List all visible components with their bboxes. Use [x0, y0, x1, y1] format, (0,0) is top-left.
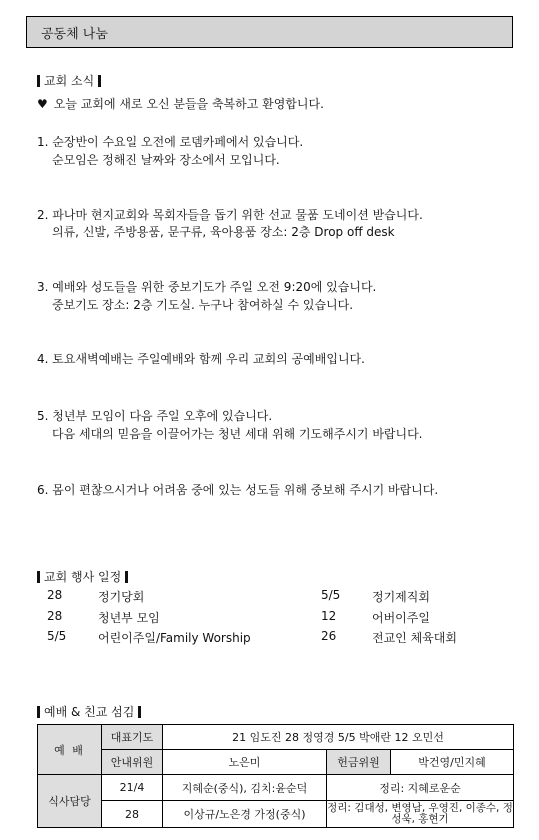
table-row [38, 775, 514, 801]
event-name: 전교인 체육대회 [372, 631, 457, 645]
table-row [38, 801, 514, 828]
table-row [38, 725, 514, 750]
prayer-label: 대표기도 [102, 725, 163, 750]
event-date: 5/5 [47, 629, 67, 643]
news-item-2-detail: 의류, 신발, 주방용품, 문구류, 육아용품 장소: 2층 Drop off desk [52, 225, 395, 239]
worship-label: 예 배 [38, 725, 102, 775]
meal-label: 식사담당 [38, 775, 102, 828]
meal-clean: 정리: 김대성, 변영남, 우영진, 이종수, 정성욱, 홍현기 [327, 801, 514, 828]
news-item-5: 5. 청년부 모임이 다음 주일 오후에 있습니다. [37, 409, 273, 423]
event-name: 청년부 모임 [98, 611, 160, 625]
prayer-value: 21 임도진 28 정영경 5/5 박애란 12 오민선 [163, 725, 514, 750]
meal-cook: 지혜순(중식), 김치:윤순덕 [163, 775, 327, 801]
event-date: 5/5 [321, 588, 341, 602]
news-item-4: 4. 토요새벽예배는 주일예배와 함께 우리 교회의 공예배입니다. [37, 352, 365, 366]
event-name: 정기제직회 [372, 590, 430, 604]
event-name: 정기당회 [98, 590, 145, 604]
news-item-1-detail: 순모임은 정해진 날짜와 장소에서 모입니다. [52, 153, 280, 167]
news-item-3: 3. 예배와 성도들을 위한 중보기도가 주일 오전 9:20에 있습니다. [37, 280, 377, 294]
welcome-line: ♥ 오늘 교회에 새로 오신 분들을 축복하고 환영합니다. [37, 97, 324, 111]
offering-value: 박건영/민지혜 [391, 750, 514, 775]
event-name: 어버이주일 [372, 611, 430, 625]
meal-date: 28 [102, 801, 163, 828]
event-date: 28 [47, 588, 63, 602]
event-name: 어린이주일/Family Worship [98, 631, 251, 645]
worship-table [37, 724, 514, 828]
news-item-5-detail: 다음 세대의 믿음을 이끌어가는 청년 세대 위해 기도해주시기 바랍니다. [52, 427, 423, 441]
event-date: 26 [321, 629, 337, 643]
usher-label: 안내위원 [102, 750, 163, 775]
event-date: 28 [47, 609, 63, 623]
event-date: 12 [321, 609, 337, 623]
news-item-1: 1. 순장반이 수요일 오전에 로뎀카페에서 있습니다. [37, 135, 304, 149]
meal-clean: 정리: 지혜로운순 [327, 775, 514, 801]
worship-heading: 예배 & 친교 섬김 [37, 703, 141, 720]
news-item-6: 6. 몸이 편찮으시거나 어려움 중에 있는 성도들 위해 중보해 주시기 바랍니다. [37, 483, 439, 497]
meal-cook: 이상규/노은경 가정(중식) [163, 801, 327, 828]
news-item-2: 2. 파나마 현지교회와 목회자들을 돕기 위한 선교 물품 도네이션 받습니다. [37, 208, 423, 222]
heart-icon: ♥ [37, 97, 48, 111]
news-item-3-detail: 중보기도 장소: 2층 기도실. 누구나 참여하실 수 있습니다. [52, 298, 354, 312]
events-heading: 교회 행사 일정 [37, 568, 128, 585]
news-heading: 교회 소식 [37, 72, 101, 89]
meal-date: 21/4 [102, 775, 163, 801]
table-row [38, 750, 514, 775]
offering-label: 헌금위원 [327, 750, 391, 775]
page-title: 공동체 나눔 [41, 26, 108, 42]
usher-value: 노은미 [163, 750, 327, 775]
section-header [26, 16, 513, 48]
